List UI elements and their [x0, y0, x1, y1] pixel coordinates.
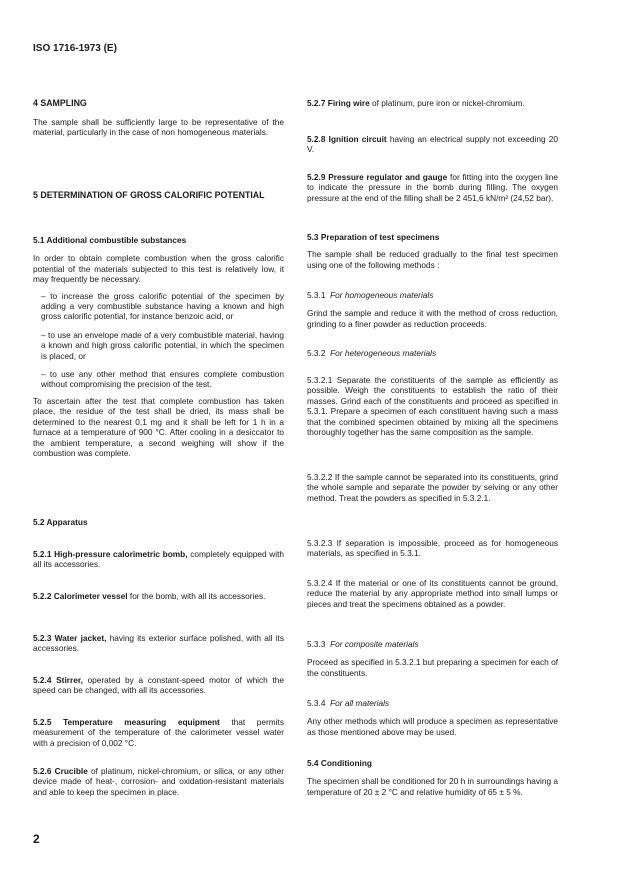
- clause-term: Ignition circuit: [328, 134, 387, 144]
- paragraph: The sample shall be reduced gradually to the final test specimen using one of the following methods :: [307, 249, 558, 270]
- clause-text: of platinum, nickel-chromium, or silica, or any other device made of heat-, corrosion- and oxidation-resistant materials and able to keep the specimen in place.: [33, 766, 284, 797]
- clause-5-2-7: [307, 98, 558, 108]
- clause-title: 5.4 Conditioning: [307, 758, 372, 768]
- list-item: – to increase the gross calorific potential of the specimen by adding a very combustible substance having a known and high gross calorific potential, for instance benzoic acid, or: [41, 290, 284, 322]
- clause-term: Firing wire: [327, 98, 370, 108]
- clause-term: Water jacket,: [54, 633, 107, 643]
- clause-5-2-5: [33, 717, 284, 748]
- clause-5-3-3: [307, 639, 558, 678]
- clause-text: If the sample cannot be separated into its constituents, grind the whole sample and separate the powder by seiving or any other method. Treat the powders as specified in 5.3.2.1.: [307, 472, 558, 503]
- section-title: 5 DETERMINATION OF GROSS CALORIFIC POTENTIAL: [33, 190, 265, 200]
- clause-term: Crucible: [54, 766, 88, 776]
- section-5: [33, 190, 284, 201]
- clause-number: 5.3.2: [307, 348, 326, 358]
- paragraph: The sample shall be sufficiently large to be representative of the material, particularly in the case of non homogeneous materials.: [33, 117, 284, 138]
- clause-number: 5.2.5: [33, 717, 52, 727]
- clause-number: 5.2.6: [33, 766, 52, 776]
- clause-title: 5.2 Apparatus: [33, 517, 88, 527]
- clause-text: operated by a constant-speed motor of which the speed can be changed, with all its accessories.: [33, 675, 284, 696]
- clause-text: for the bomb, with all its accessories.: [129, 591, 266, 601]
- clause-5-3-2-2: [307, 472, 558, 503]
- clause-5-1: [33, 235, 284, 458]
- clause-5-2-9: [307, 172, 558, 203]
- clause-term: Calorimeter vessel: [53, 591, 128, 601]
- paragraph: Proceed as specified in 5.3.2.1 but preparing a specimen for each of the constituents.: [307, 657, 558, 678]
- clause-5-2: [33, 517, 284, 527]
- clause-5-3-2: [307, 348, 558, 358]
- clause-number: 5.2.8: [307, 134, 326, 144]
- clause-5-3-2-3: [307, 538, 558, 559]
- clause-title: 5.1 Additional combustible substances: [33, 235, 187, 245]
- clause-title: For composite materials: [330, 639, 419, 649]
- clause-number: 5.3.2.4: [307, 578, 333, 588]
- clause-number: 5.2.4: [33, 675, 52, 685]
- clause-number: 5.2.2: [33, 591, 52, 601]
- clause-term: Stirrer,: [56, 675, 83, 685]
- list-item: – to use any other method that ensures complete combustion without compromising the precision of the test.: [41, 369, 284, 390]
- clause-term: Temperature measuring equipment: [63, 717, 220, 727]
- clause-number: 5.3.2.2: [307, 472, 333, 482]
- clause-text: for fitting into the oxygen line to indicate the pressure in the bomb during filling. The oxygen pressure at the end of the filling shall be 2 451,6 kN/m² (24,52 bar).: [307, 172, 559, 203]
- clause-number: 5.3.3: [307, 639, 326, 649]
- clause-text: of platinum, pure iron or nickel-chromium.: [372, 98, 525, 108]
- section-title: 4 SAMPLING: [33, 98, 87, 108]
- clause-text: If separation is impossible, proceed as for homogeneous materials, as specified in 5.3.1.: [307, 538, 558, 559]
- clause-number: 5.2.7: [307, 98, 326, 108]
- clause-number: 5.2.9: [307, 172, 326, 182]
- paragraph: To ascertain after the test that complete combustion has taken place, the residue of the test shall be dried, its mass shall be determined to the nearest 0,1 mg and it shall be left for 1 h in a furnace at a temperature of 900 °C. After cooling in a desiccator to the ambient temperature, a second weighing will show if the combustion was complete.: [33, 395, 284, 458]
- clause-5-3-4: [307, 698, 558, 737]
- section-4: [33, 98, 284, 138]
- clause-5-3-2-1: [307, 375, 558, 437]
- clause-title: For homogeneous materials: [330, 290, 434, 300]
- clause-number: 5.3.2.3: [307, 538, 333, 548]
- paragraph: The specimen shall be conditioned for 20 h in surroundings having a temperature of 20 ± 2 °C and relative humidity of 65 ± 5 %.: [307, 776, 558, 797]
- clause-number: 5.3.1: [307, 290, 326, 300]
- clause-term: High-pressure calorimetric bomb,: [54, 549, 188, 559]
- clause-text: having an electrical supply not exceeding 20 V.: [307, 134, 558, 155]
- clause-5-2-6: [33, 766, 284, 797]
- clause-title: 5.3 Preparation of test specimens: [307, 232, 440, 242]
- clause-text: completely equipped with all its accessories.: [33, 549, 284, 570]
- clause-5-2-3: [33, 633, 284, 654]
- page-number: 2: [33, 832, 40, 846]
- clause-5-4: [307, 758, 558, 797]
- clause-number: 5.3.2.1: [307, 375, 333, 385]
- clause-text: If the material or one of its constituents cannot be ground, reduce the material by any appropriate method into small lumps or pieces and treat the specimens obtained as a powder.: [307, 578, 559, 609]
- clause-5-2-1: [33, 549, 284, 570]
- clause-text: that permits measurement of the temperature of the calorimeter vessel water with a precision of 0,002 °C.: [33, 717, 284, 748]
- clause-number: 5.2.1: [33, 549, 52, 559]
- clause-term: Pressure regulator and gauge: [328, 172, 448, 182]
- clause-text: Separate the constituents of the sample as efficiently as possible. Weigh the constituents to establish the ratio of their masses. Grind each of the constituents and proceed as specified in 5.3.1. Prepare a specimen of each constituent having such a mass that the combined specimen obtained by mixing all the specimens thoroughly together has the same composition as the sample.: [307, 375, 558, 438]
- clause-5-2-2: [33, 591, 284, 601]
- clause-title: For all materials: [330, 698, 390, 708]
- paragraph: Any other methods which will produce a specimen as representative as those mentioned above may be used.: [307, 716, 558, 737]
- clause-5-3-2-4: [307, 578, 558, 609]
- clause-number: 5.2.3: [33, 633, 52, 643]
- clause-5-2-8: [307, 134, 558, 155]
- clause-5-2-4: [33, 675, 284, 696]
- clause-text: having its exterior surface polished, with all its accessories.: [33, 633, 284, 654]
- clause-number: 5.3.4: [307, 698, 326, 708]
- clause-5-3-1: [307, 290, 558, 329]
- paragraph: In order to obtain complete combustion when the gross calorific potential of the materials subjected to this test is relatively low, it may frequently be necessary.: [33, 253, 284, 285]
- paragraph: Grind the sample and reduce it with the method of cross reduction, grinding to a finer powder as reduction proceeds.: [307, 308, 558, 329]
- document-reference: ISO 1716-1973 (E): [33, 43, 117, 54]
- list-item: – to use an envelope made of a very combustible material, having a known and high gross calorific potential, in which the specimen is placed, or: [41, 329, 284, 361]
- clause-title: For heterogeneous materials: [330, 348, 437, 358]
- clause-5-3: [307, 232, 558, 270]
